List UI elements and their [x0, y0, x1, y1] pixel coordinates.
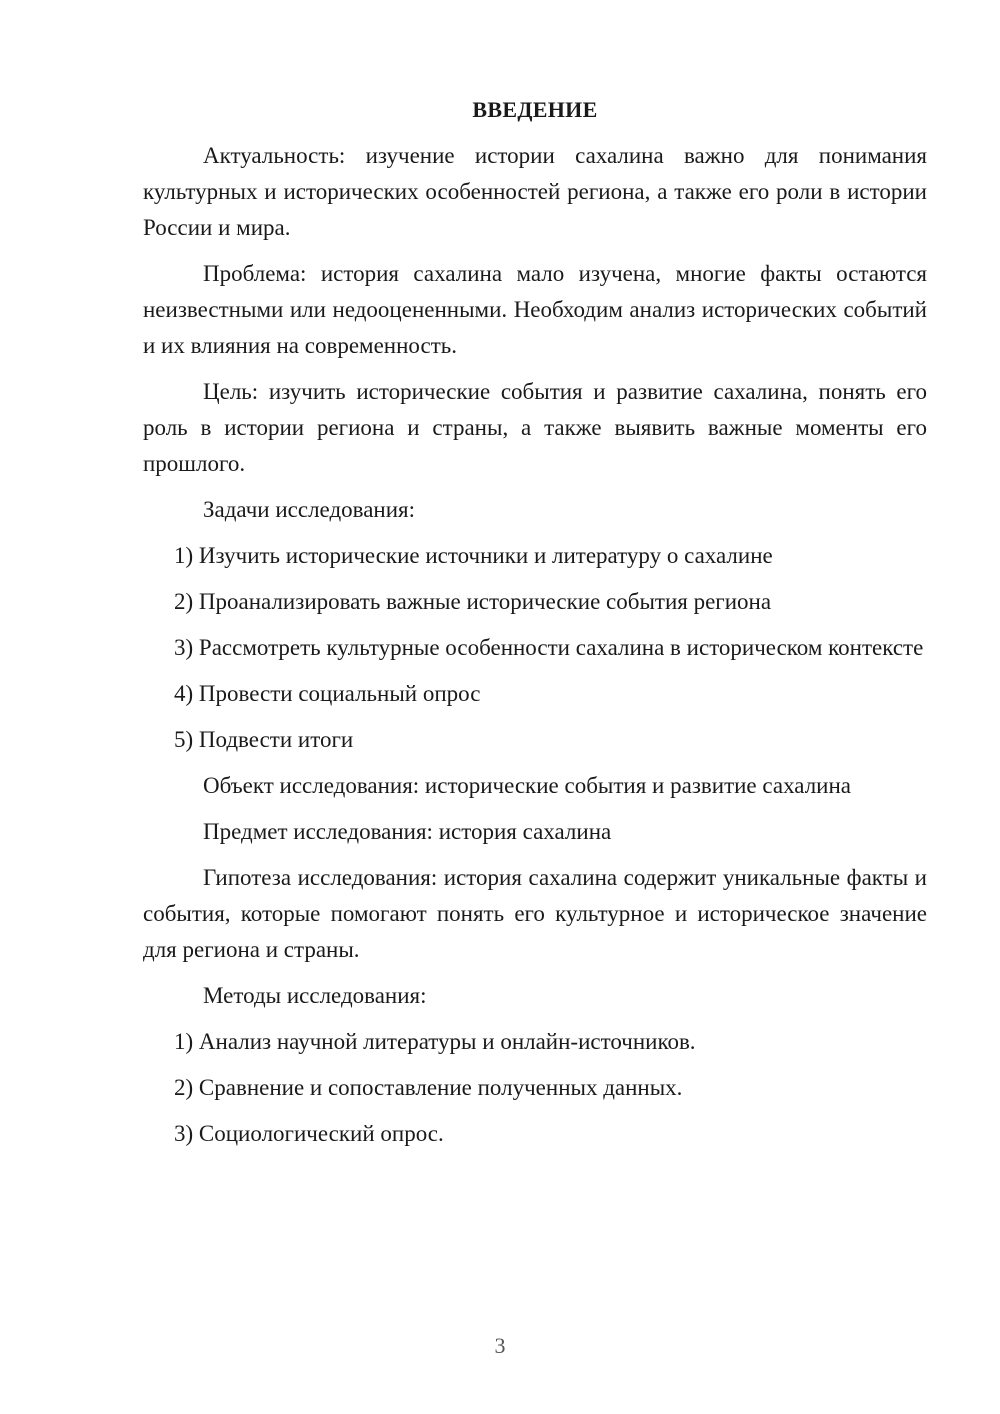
- hypothesis-paragraph: Гипотеза исследования: история сахалина содержит уникальные факты и события, которые помогают понять его культурное и историческое значение для региона и страны.: [143, 865, 927, 962]
- document-page: [143, 92, 927, 1162]
- document-title: ВВЕДЕНИЕ: [472, 97, 598, 122]
- method-item: 3) Социологический опрос.: [174, 1121, 444, 1146]
- methods-heading: Методы исследования:: [203, 983, 427, 1008]
- method-item: 2) Сравнение и сопоставление полученных данных.: [174, 1075, 683, 1100]
- tasks-heading: Задачи исследования:: [203, 497, 416, 522]
- goal-paragraph: Цель: изучить исторические события и развитие сахалина, понять его роль в истории региона и страны, а также выявить важные моменты его прошлого.: [143, 379, 927, 476]
- problem-paragraph: Проблема: история сахалина мало изучена, многие факты остаются неизвестными или недооцененными. Необходим анализ исторических событий и их влияния на современность.: [143, 261, 927, 358]
- task-item: 1) Изучить исторические источники и литературу о сахалине: [174, 543, 773, 568]
- task-item: 2) Проанализировать важные исторические события региона: [174, 589, 772, 614]
- task-item: 4) Провести социальный опрос: [174, 681, 481, 706]
- object-paragraph: Объект исследования: исторические события и развитие сахалина: [203, 773, 851, 798]
- relevance-paragraph: Актуальность: изучение истории сахалина важно для понимания культурных и исторических особенностей региона, а также его роли в истории России и мира.: [143, 143, 927, 240]
- page-number: 3: [494, 1333, 506, 1358]
- task-item: 3) Рассмотреть культурные особенности сахалина в историческом контексте: [174, 635, 924, 660]
- subject-paragraph: Предмет исследования: история сахалина: [203, 819, 612, 844]
- method-item: 1) Анализ научной литературы и онлайн-источников.: [174, 1029, 696, 1054]
- task-item: 5) Подвести итоги: [174, 727, 354, 752]
